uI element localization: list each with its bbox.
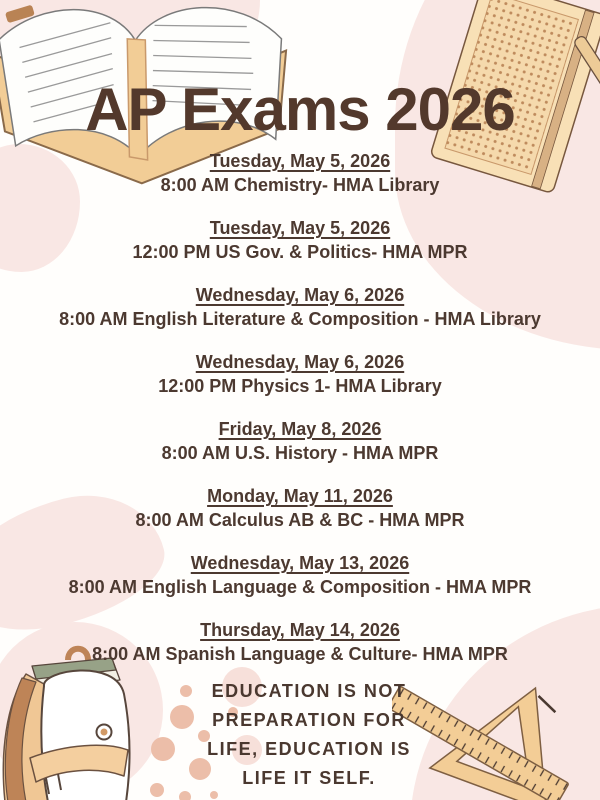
exam-date: Tuesday, May 5, 2026 (209, 218, 391, 238)
exam-entry (0, 149, 600, 197)
quote-line: LIFE IT SELF. (242, 768, 376, 788)
exam-details: 8:00 AM U.S. History - HMA MPR (161, 443, 439, 463)
salmon-dot (150, 783, 164, 797)
exam-details: 8:00 AM Chemistry- HMA Library (160, 175, 440, 195)
exam-entry (0, 618, 600, 666)
exam-date: Thursday, May 14, 2026 (200, 620, 400, 640)
exam-entry (0, 216, 600, 264)
exam-details: 8:00 AM English Language & Composition - HMA MPR (68, 577, 532, 597)
exam-date: Wednesday, May 6, 2026 (195, 285, 405, 305)
exam-entry (0, 484, 600, 532)
quote-line: PREPARATION FOR (212, 710, 406, 730)
exam-date: Monday, May 11, 2026 (207, 486, 393, 506)
exam-schedule (0, 149, 600, 685)
quote-line: EDUCATION IS NOT (211, 681, 407, 701)
exam-details: 12:00 PM Physics 1- HMA Library (158, 376, 442, 396)
exam-details: 12:00 PM US Gov. & Politics- HMA MPR (132, 242, 468, 262)
exam-details: 8:00 AM Spanish Language & Culture- HMA MPR (92, 644, 508, 664)
exam-date: Wednesday, May 13, 2026 (190, 553, 410, 573)
exam-entry (0, 417, 600, 465)
exam-entry (0, 551, 600, 599)
exam-details: 8:00 AM English Literature & Composition - HMA Library (59, 309, 541, 329)
exam-date: Wednesday, May 6, 2026 (195, 352, 405, 372)
exam-entry (0, 350, 600, 398)
quote-line: LIFE, EDUCATION IS (207, 739, 411, 759)
education-quote (168, 677, 450, 793)
exam-date: Tuesday, May 5, 2026 (209, 151, 391, 171)
exam-details: 8:00 AM Calculus AB & BC - HMA MPR (135, 510, 465, 530)
exam-date: Friday, May 8, 2026 (218, 419, 382, 439)
exam-entry (0, 283, 600, 331)
poster-title: AP Exams 2026 (85, 76, 515, 143)
